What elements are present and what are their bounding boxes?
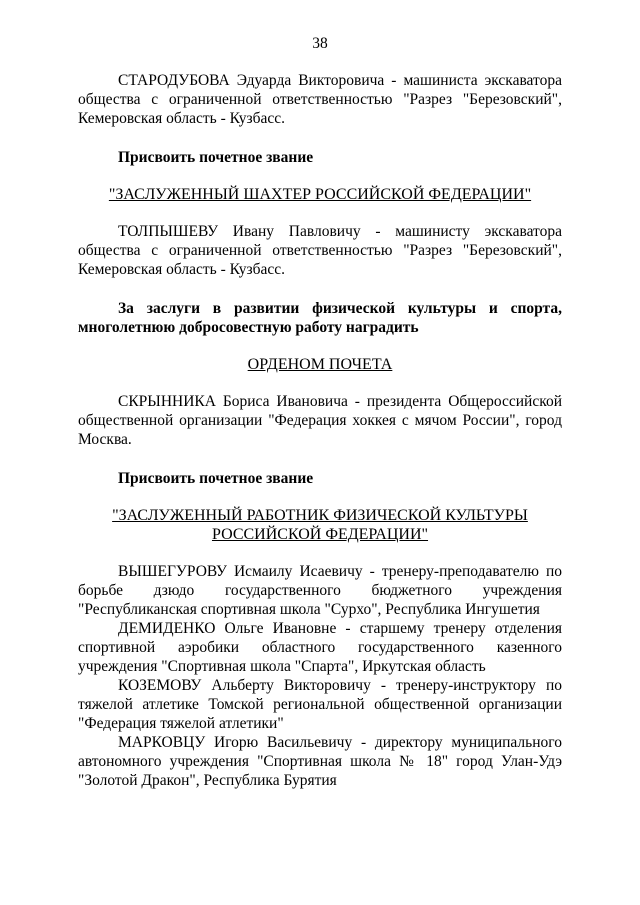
section-heading-title-conferral: Присвоить почетное звание (118, 149, 314, 166)
award-entry-tolpyshev: ТОЛПЫШЕВУ Ивану Павловичу - машинисту экскаватора общества с ограниченной ответственностью "Разрез "Березовский", Кемеровская область - Кузбасс. (78, 223, 562, 278)
award-entry-demidenko: ДЕМИДЕНКО Ольге Ивановне - старшему тренеру отделения спортивной аэробики областного государственного казенного учреждения "Спортивная школа "Спарта", Иркутская область (78, 620, 562, 675)
award-title-sports-worker-line2: РОССИЙСКОЙ ФЕДЕРАЦИИ" (211, 526, 429, 543)
section-heading-title-conferral-2: Присвоить почетное звание (118, 470, 314, 487)
award-title-sports-worker-line1: "ЗАСЛУЖЕННЫЙ РАБОТНИК ФИЗИЧЕСКОЙ КУЛЬТУРЫ (112, 507, 528, 524)
award-entry-starodubov: СТАРОДУБОВА Эдуарда Викторовича - машиниста экскаватора общества с ограниченной ответственностью "Разрез "Березовский", Кемеровская область - Кузбасс. (78, 72, 562, 127)
award-entry-vyshegurov: ВЫШЕГУРОВУ Исмаилу Исаевичу - тренеру-преподавателю по борьбе дзюдо государственного бюджетного учреждения "Республиканская спортивная школа "Сурхо", Республика Ингушетия (78, 563, 562, 618)
award-title-miner: "ЗАСЛУЖЕННЫЙ ШАХТЕР РОССИЙСКОЙ ФЕДЕРАЦИИ" (108, 186, 532, 203)
award-entry-markovets: МАРКОВЦУ Игорю Васильевичу - директору муниципального автономного учреждения "Спортивная школа № 18" город Улан-Удэ "Золотой Дракон", Республика Бурятия (78, 734, 562, 789)
page-number: 38 (312, 35, 328, 52)
award-title-order-of-honour: ОРДЕНОМ ПОЧЕТА (247, 356, 393, 373)
award-entry-skrynnik: СКРЫННИКА Бориса Ивановича - президента Общероссийской общественной организации "Федерация хоккея с мячом России", город Москва. (78, 393, 562, 448)
document-body (78, 71, 562, 790)
section-heading-sports-merit: За заслуги в развитии физической культуры и спорта, многолетнюю добросовестную работу наградить (78, 300, 562, 336)
award-entry-kozemov: КОЗЕМОВУ Альберту Викторовичу - тренеру-инструктору по тяжелой атлетике Томской региональной общественной организации "Федерация тяжелой атлетики" (78, 677, 562, 732)
